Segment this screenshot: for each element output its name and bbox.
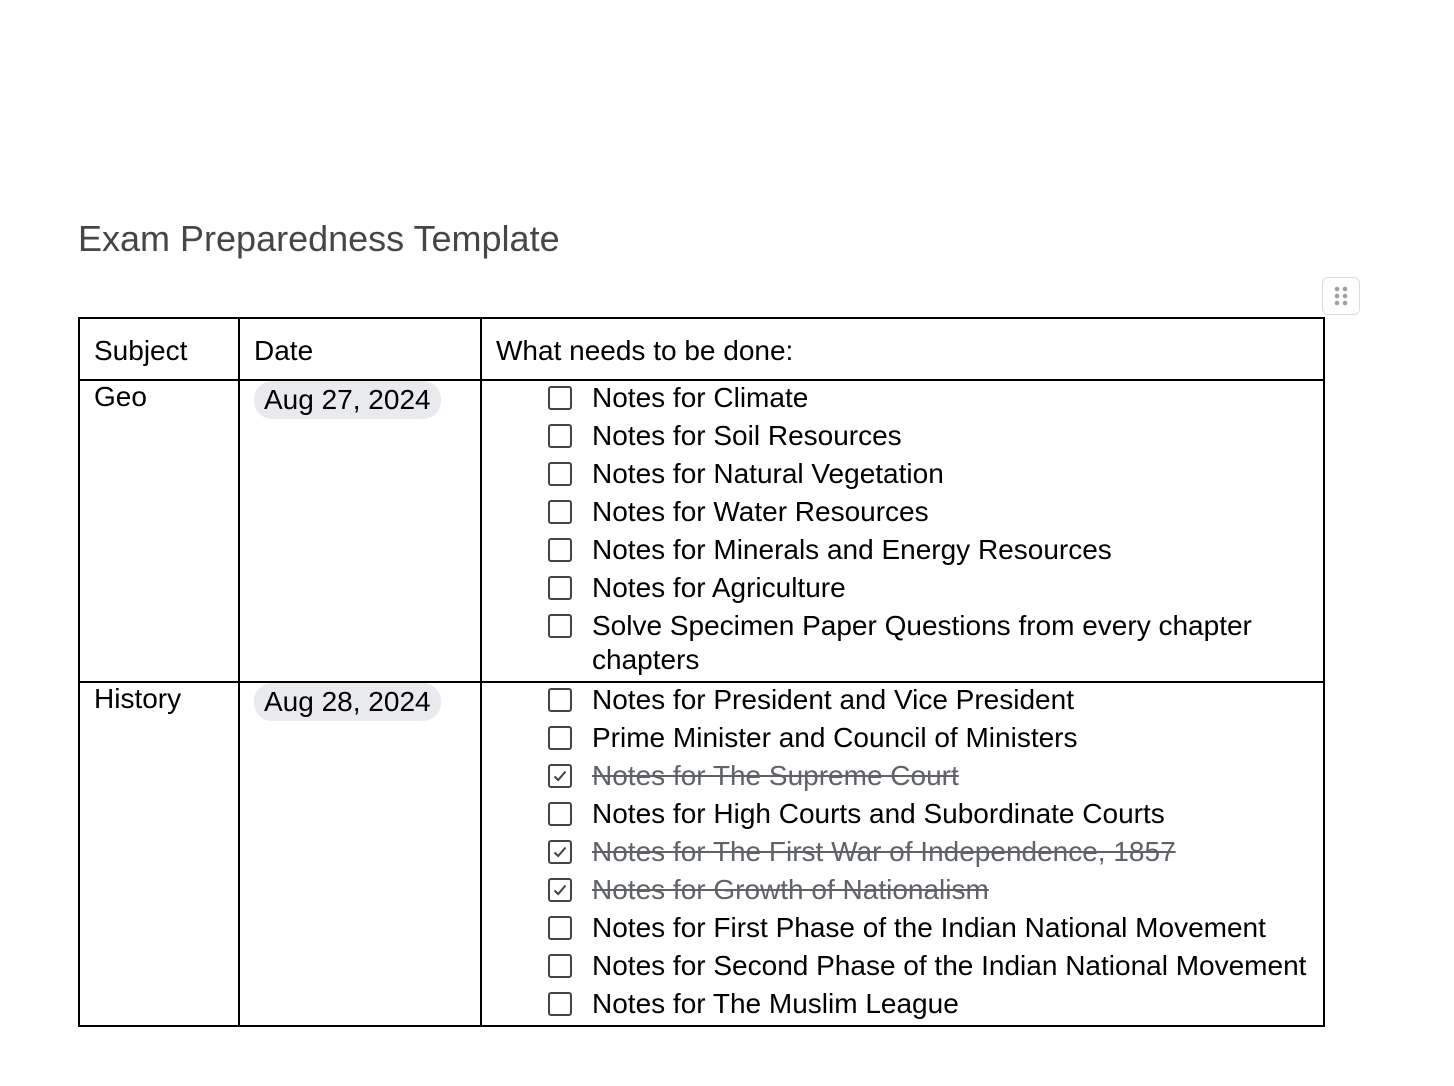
- checklist-item-text[interactable]: Prime Minister and Council of Ministers: [592, 722, 1078, 753]
- table-drag-handle[interactable]: [1322, 277, 1360, 315]
- checklist-item-text[interactable]: Notes for Minerals and Energy Resources: [592, 534, 1112, 565]
- checklist-item: [548, 835, 1309, 869]
- checkbox-unchecked[interactable]: [548, 726, 572, 750]
- checkbox-unchecked[interactable]: [548, 500, 572, 524]
- checklist-item: [548, 911, 1309, 945]
- checklist-item-text[interactable]: Notes for First Phase of the Indian National Movement: [592, 912, 1266, 943]
- checklist-item: [548, 381, 1309, 415]
- checkbox-checked[interactable]: [548, 840, 572, 864]
- drag-handle-icon: [1333, 285, 1349, 307]
- checklist-item-text[interactable]: Notes for The Supreme Court: [592, 760, 959, 791]
- table-header-row: [79, 318, 1324, 380]
- checkbox-unchecked[interactable]: [548, 916, 572, 940]
- checklist-item-text[interactable]: Notes for Agriculture: [592, 572, 846, 603]
- checklist-item: [548, 609, 1309, 677]
- checklist-item-text[interactable]: Notes for Growth of Nationalism: [592, 874, 989, 905]
- checklist-item-text[interactable]: Notes for Water Resources: [592, 496, 929, 527]
- subject-cell[interactable]: History: [79, 682, 239, 1026]
- checkbox-unchecked[interactable]: [548, 424, 572, 448]
- page-title[interactable]: Exam Preparedness Template: [78, 218, 560, 259]
- subject-cell[interactable]: Geo: [79, 380, 239, 682]
- checklist-item: [548, 533, 1309, 567]
- checklist-item-text[interactable]: Notes for Soil Resources: [592, 420, 902, 451]
- checklist-item: [548, 495, 1309, 529]
- exam-plan-table: [78, 317, 1325, 1027]
- checkmark-icon: [552, 844, 568, 860]
- checklist-item: [548, 873, 1309, 907]
- table-row: [79, 682, 1324, 1026]
- checklist-item: [548, 457, 1309, 491]
- checklist-item-text[interactable]: Notes for President and Vice President: [592, 684, 1074, 715]
- checklist-item: [548, 683, 1309, 717]
- checkbox-unchecked[interactable]: [548, 992, 572, 1016]
- checkbox-unchecked[interactable]: [548, 462, 572, 486]
- checklist-item: [548, 949, 1309, 983]
- checkbox-unchecked[interactable]: [548, 802, 572, 826]
- checkbox-unchecked[interactable]: [548, 538, 572, 562]
- checkbox-unchecked[interactable]: [548, 688, 572, 712]
- date-chip[interactable]: Aug 28, 2024: [254, 683, 441, 721]
- todo-cell: [481, 682, 1324, 1026]
- checkmark-icon: [552, 768, 568, 784]
- checklist-item-text[interactable]: Notes for High Courts and Subordinate Courts: [592, 798, 1165, 829]
- checklist-item: [548, 419, 1309, 453]
- header-subject[interactable]: Subject: [79, 318, 239, 380]
- checkbox-unchecked[interactable]: [548, 954, 572, 978]
- checklist-item: [548, 987, 1309, 1021]
- checkbox-checked[interactable]: [548, 878, 572, 902]
- checklist-item: [548, 721, 1309, 755]
- checklist-item-text[interactable]: Notes for The Muslim League: [592, 988, 959, 1019]
- checklist-item-text[interactable]: Notes for Second Phase of the Indian National Movement: [592, 950, 1307, 981]
- checklist-item-text[interactable]: Notes for Natural Vegetation: [592, 458, 944, 489]
- date-cell: [239, 682, 481, 1026]
- checklist-item-text[interactable]: Solve Specimen Paper Questions from every chapter chapters: [592, 610, 1252, 675]
- todo-cell: [481, 380, 1324, 682]
- checklist-item: [548, 759, 1309, 793]
- table-body: [79, 380, 1324, 1026]
- date-cell: [239, 380, 481, 682]
- date-chip[interactable]: Aug 27, 2024: [254, 381, 441, 419]
- header-date[interactable]: Date: [239, 318, 481, 380]
- checkmark-icon: [552, 882, 568, 898]
- checkbox-unchecked[interactable]: [548, 386, 572, 410]
- checklist-item: [548, 797, 1309, 831]
- checkbox-checked[interactable]: [548, 764, 572, 788]
- checklist-item-text[interactable]: Notes for The First War of Independence, 1857: [592, 836, 1176, 867]
- checklist-item-text[interactable]: Notes for Climate: [592, 382, 809, 413]
- checklist-item: [548, 571, 1309, 605]
- checkbox-unchecked[interactable]: [548, 576, 572, 600]
- header-todo[interactable]: What needs to be done:: [481, 318, 1324, 380]
- table-row: [79, 380, 1324, 682]
- checkbox-unchecked[interactable]: [548, 614, 572, 638]
- checklist: [496, 381, 1309, 677]
- checklist: [496, 683, 1309, 1021]
